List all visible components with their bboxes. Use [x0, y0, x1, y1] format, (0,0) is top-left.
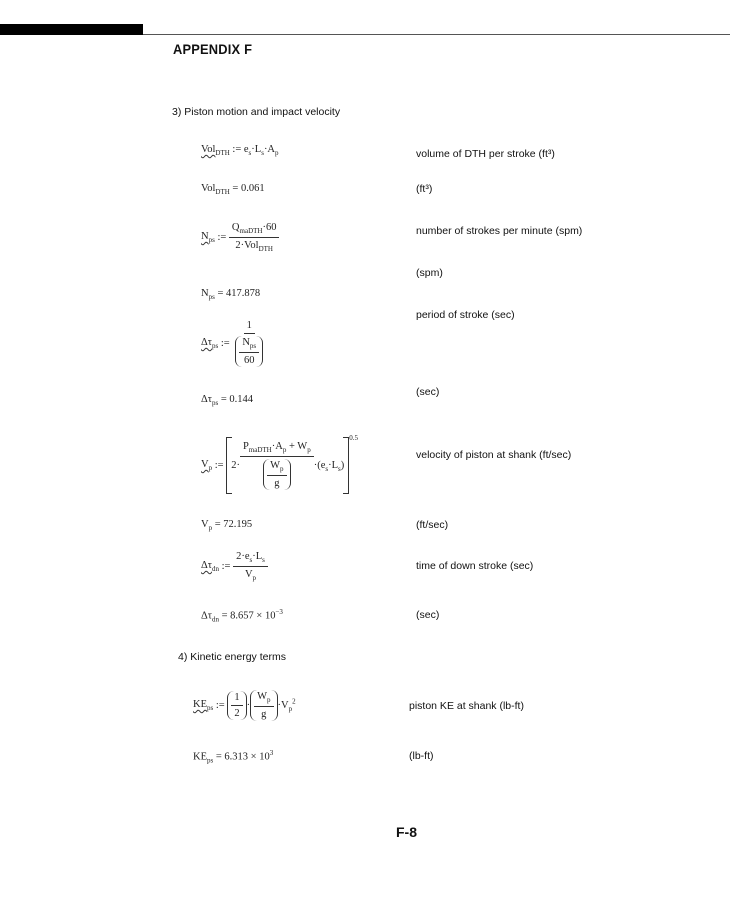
- unit-vp: (ft/sec): [416, 519, 449, 531]
- unit-down-stroke: (sec): [416, 609, 440, 621]
- unit-period: (sec): [416, 386, 440, 398]
- vol-dth-value: 0.061: [240, 183, 265, 194]
- equation-vp-def: $V_p$ := 2· $\frac{P_{maDTH}\cdot A_p + W_p}{\frac{W_p}{g}}$ $\cdot(e_s\cdot L_s)^{0.5}$: [201, 434, 358, 494]
- unit-ke: (lb-ft): [409, 750, 434, 762]
- description-down-stroke: time of down stroke (sec): [416, 560, 534, 572]
- dtau-dn-exponent: −3: [275, 608, 283, 616]
- vp-exponent: 0.5: [349, 434, 359, 442]
- dtau-dn-mantissa: 8.657: [230, 610, 254, 622]
- dtau-value: 0.144: [229, 394, 254, 405]
- equation-nps-value: $N_{ps} = 417.878$: [201, 288, 261, 302]
- header-bar: [0, 24, 143, 35]
- description-nps: number of strokes per minute (spm): [416, 225, 583, 237]
- equation-vp-value: $V_p = 72.195$: [201, 519, 253, 533]
- description-vol-dth: volume of DTH per stroke (ft³): [416, 148, 555, 160]
- page-number: F-8: [396, 824, 417, 840]
- equation-dtau-value: $\Delta\tau_{ps} = 0.144$: [201, 394, 254, 408]
- vp-value: 72.195: [223, 519, 253, 530]
- equation-dtau-dn-value: $\Delta\tau_{dn} = 8.657 \times 10^{-3}$: [201, 608, 283, 624]
- description-ke: piston KE at shank (lb-ft): [409, 700, 524, 712]
- equation-vol-dth-value: Vol$_{DTH}$ = 0.061: [201, 183, 265, 197]
- description-period: period of stroke (sec): [416, 309, 515, 321]
- ke-mantissa: 6.313: [224, 751, 249, 763]
- equation-dtau-dn-def: $\Delta\tau_{dn}$ := $\frac{2\cdot e_s\cdot L_s}{V_p}$: [201, 551, 268, 582]
- equation-dtau-def: $\Delta\tau_{ps}$ := $\frac{1}{\frac{N_{ps}}{60}}$: [201, 320, 266, 367]
- section-heading-piston: 3) Piston motion and impact velocity: [172, 106, 341, 118]
- equation-vol-dth-def: Vol$_{DTH}$ := $e_s\cdot L_s\cdot A_p$: [201, 144, 279, 158]
- ke-exponent: 3: [269, 749, 274, 757]
- unit-vol-dth: (ft³): [416, 183, 433, 195]
- nps-value: 417.878: [226, 288, 261, 299]
- equation-ke-def: $KE_{ps}$ := $\frac{1}{2}$ · $\frac{W_p}{g}$ $\cdot V_p^2$: [193, 691, 296, 721]
- unit-nps: (spm): [416, 267, 443, 279]
- section-heading-kinetic: 4) Kinetic energy terms: [178, 651, 286, 663]
- page-title: APPENDIX F: [173, 41, 253, 57]
- header-rule: [143, 34, 730, 35]
- description-vp: velocity of piston at shank (ft/sec): [416, 449, 572, 461]
- equation-nps-def: $N_{ps}$ := $\frac{Q_{maDTH}\cdot 60}{2\cdot Vol_{DTH}}$: [201, 222, 279, 253]
- equation-ke-value: $KE_{ps} = 6.313 \times 10^3$: [193, 749, 274, 765]
